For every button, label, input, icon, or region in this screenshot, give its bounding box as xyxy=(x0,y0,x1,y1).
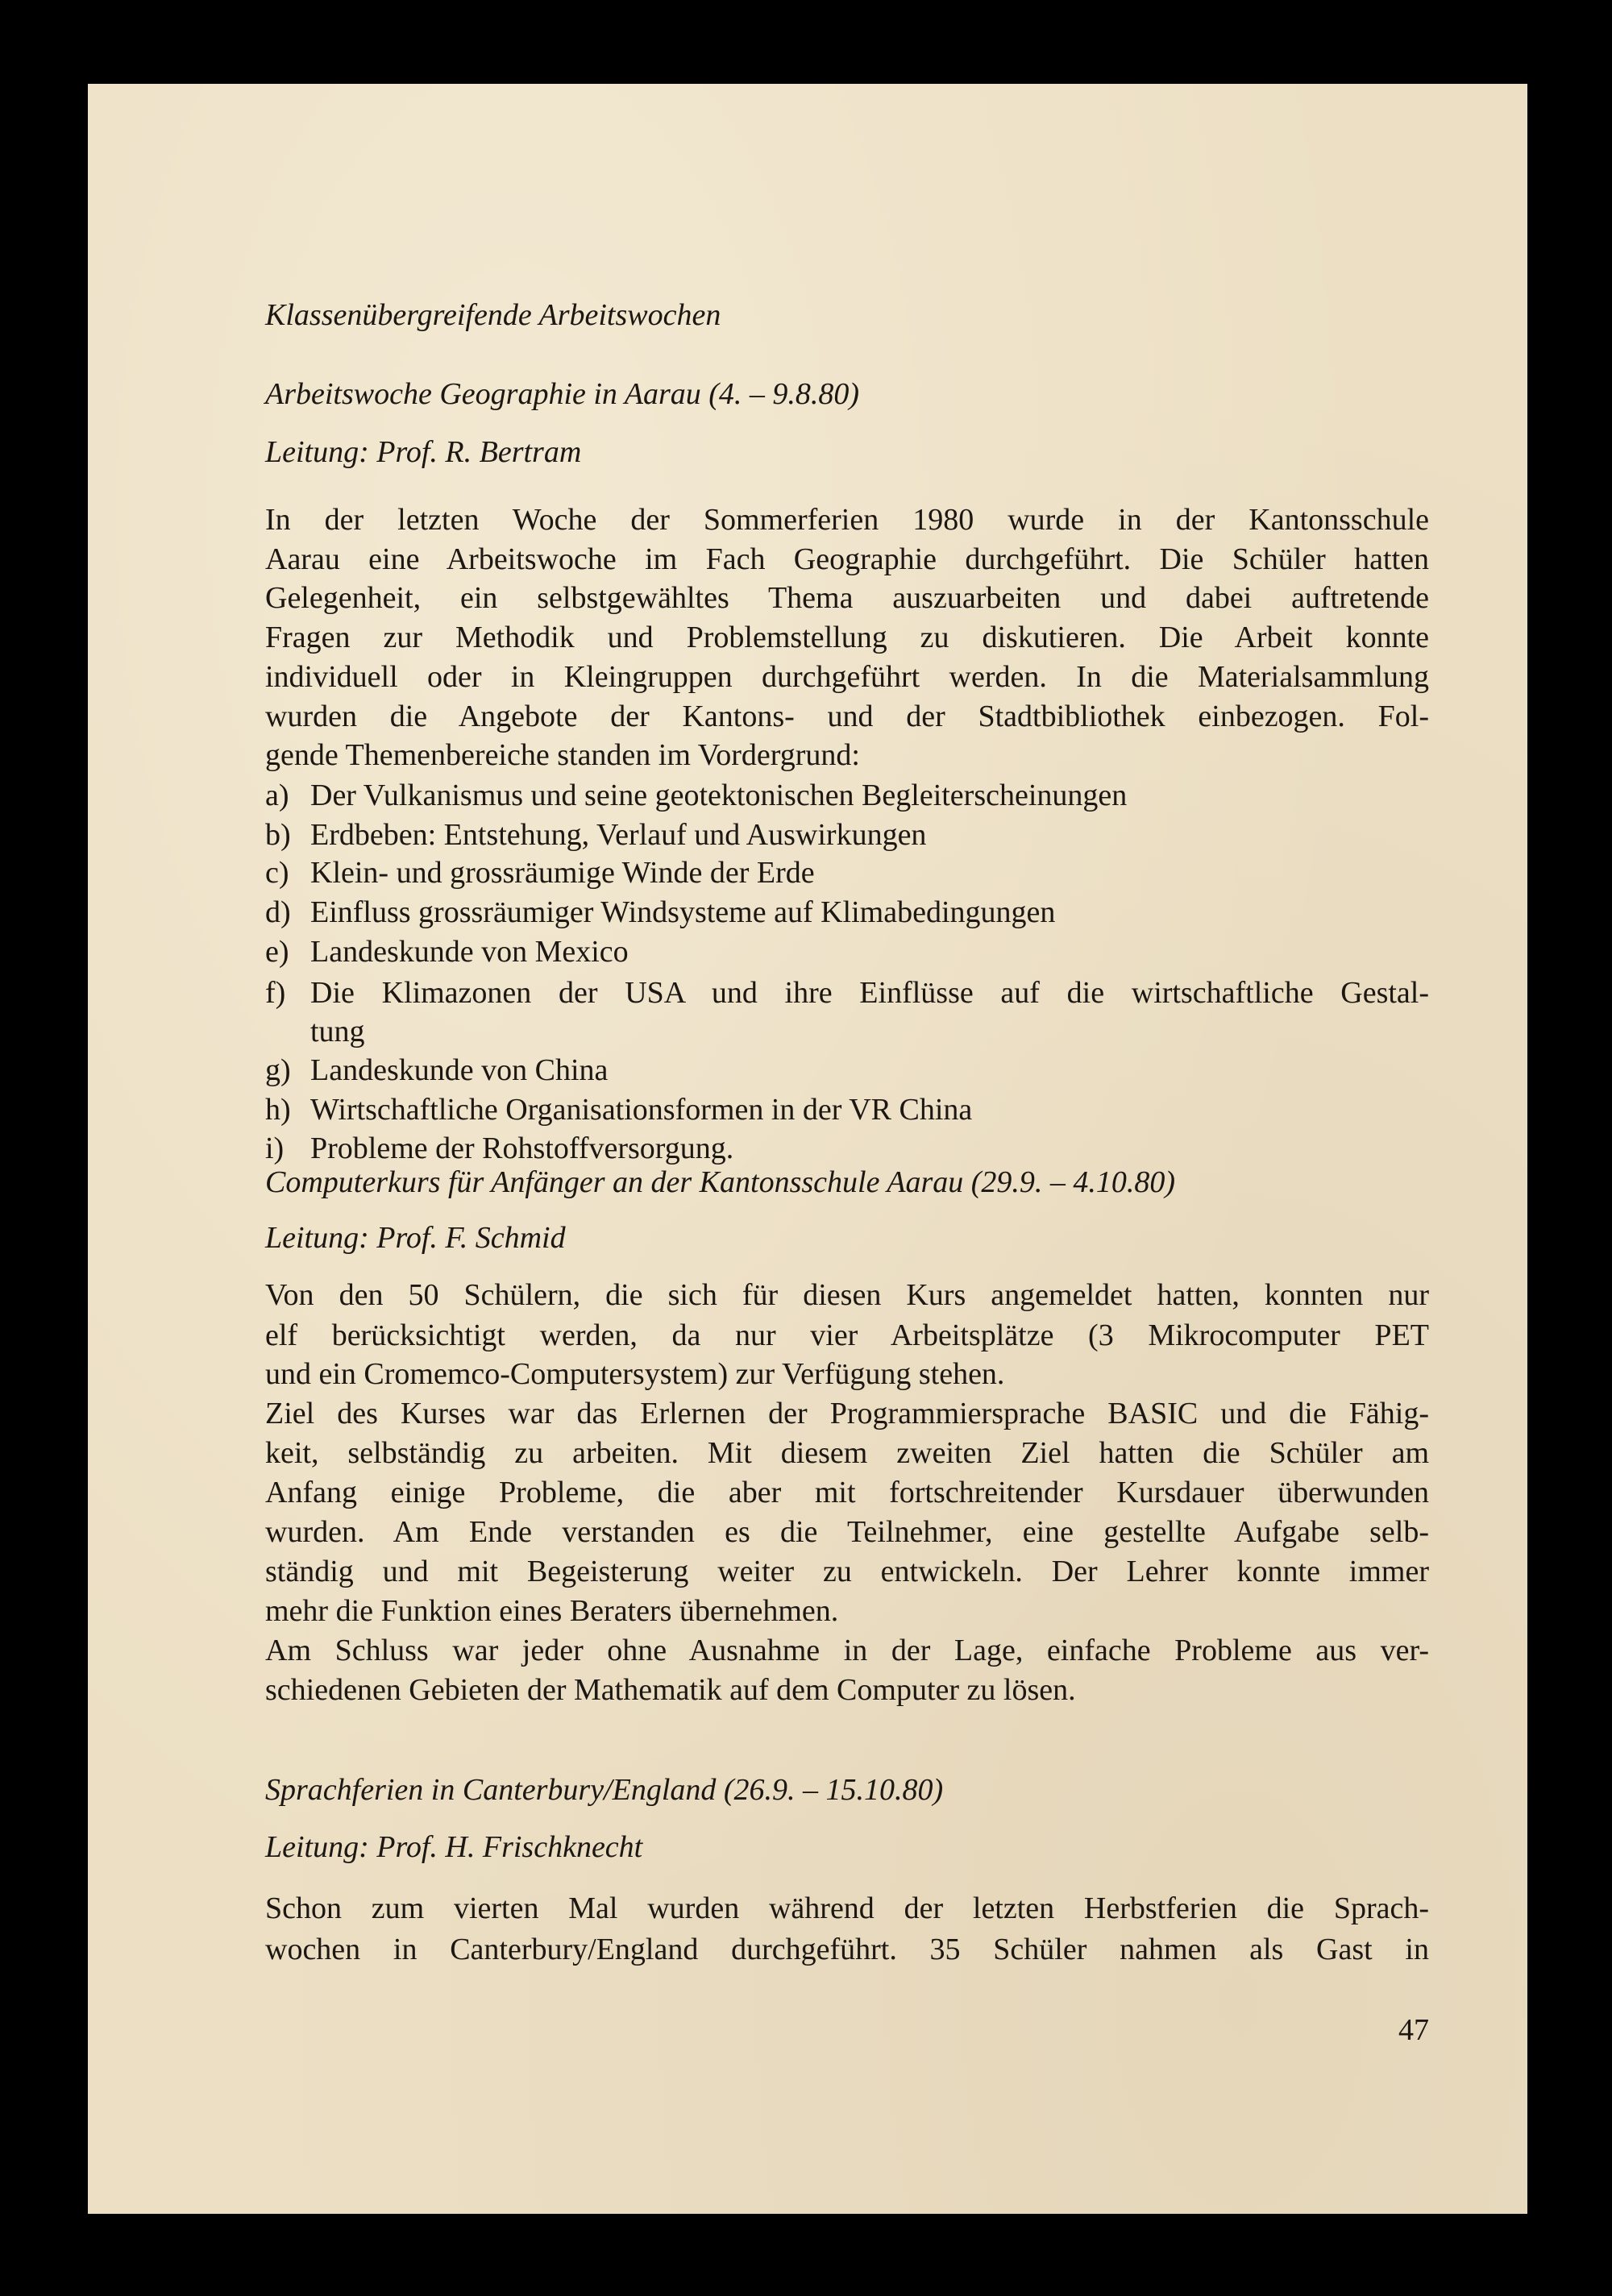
list-label: h) xyxy=(265,1093,291,1127)
list-item xyxy=(88,1051,1527,1090)
list-label: a) xyxy=(265,778,289,812)
list-label: c) xyxy=(265,856,289,890)
list-label: f) xyxy=(265,976,286,1010)
paragraph-line: Aarau eine Arbeitswoche im Fach Geographie durchgeführt. Die Schüler hatten xyxy=(265,542,1429,576)
section-title: Sprachferien in Canterbury/England (26.9. – 15.10.80) xyxy=(265,1773,944,1807)
paragraph-line: schiedenen Gebieten der Mathematik auf dem Computer zu lösen. xyxy=(265,1673,1076,1707)
section-title: Arbeitswoche Geographie in Aarau (4. – 9.8.80) xyxy=(265,377,860,411)
list-item xyxy=(88,816,1527,854)
section-title: Computerkurs für Anfänger an der Kantonsschule Aarau (29.9. – 4.10.80) xyxy=(265,1165,1176,1199)
list-item xyxy=(88,974,1527,1051)
paragraph-line: In der letzten Woche der Sommerferien 1980 wurde in der Kantonsschule xyxy=(265,503,1429,537)
list-label: b) xyxy=(265,818,291,852)
paragraph-line: Anfang einige Probleme, die aber mit fortschreitender Kursdauer überwunden xyxy=(265,1476,1429,1509)
list-label: g) xyxy=(265,1053,291,1087)
list-text: Probleme der Rohstoffversorgung. xyxy=(310,1131,734,1165)
list-item xyxy=(88,1129,1527,1168)
list-text: Wirtschaftliche Organisationsformen in der VR China xyxy=(310,1093,973,1127)
paragraph-line: Fragen zur Methodik und Problemstellung zu diskutieren. Die Arbeit konnte xyxy=(265,621,1429,654)
paragraph-line: mehr die Funktion eines Beraters übernehmen. xyxy=(265,1594,839,1628)
paragraph-line: Gelegenheit, ein selbstgewähltes Thema auszuarbeiten und dabei auftretende xyxy=(265,581,1429,615)
list-text-continuation: tung xyxy=(310,1015,365,1048)
paragraph-line: wochen in Canterbury/England durchgeführt. 35 Schüler nahmen als Gast in xyxy=(265,1933,1429,1966)
paragraph-line: ständig und mit Begeisterung weiter zu entwickeln. Der Lehrer konnte immer xyxy=(265,1555,1429,1588)
list-item xyxy=(88,1090,1527,1129)
list-text: Landeskunde von Mexico xyxy=(310,935,629,969)
list-item xyxy=(88,853,1527,892)
page-number: 47 xyxy=(1398,2013,1429,2047)
paragraph-line: elf berücksichtigt werden, da nur vier Arbeitsplätze (3 Mikrocomputer PET xyxy=(265,1318,1429,1352)
paragraph-line: Schon zum vierten Mal wurden während der letzten Herbstferien die Sprach- xyxy=(265,1891,1429,1925)
list-item xyxy=(88,776,1527,815)
list-label: e) xyxy=(265,935,289,969)
paragraph-line: gende Themenbereiche standen im Vordergrund: xyxy=(265,738,860,772)
list-text: Einfluss grossräumiger Windsysteme auf Klimabedingungen xyxy=(310,895,1056,929)
list-label: d) xyxy=(265,895,291,929)
paragraph-line: Von den 50 Schülern, die sich für diesen Kurs angemeldet hatten, konnten nur xyxy=(265,1278,1429,1312)
paragraph-line: Am Schluss war jeder ohne Ausnahme in der Lage, einfache Probleme aus ver- xyxy=(265,1634,1429,1667)
section-lead: Leitung: Prof. F. Schmid xyxy=(265,1221,566,1255)
list-text: Landeskunde von China xyxy=(310,1053,609,1087)
paragraph-line: und ein Cromemco-Computersystem) zur Verfügung stehen. xyxy=(265,1357,1005,1391)
list-label: i) xyxy=(265,1131,285,1165)
list-item xyxy=(88,893,1527,932)
section-lead: Leitung: Prof. H. Frischknecht xyxy=(265,1830,643,1864)
paragraph-line: Ziel des Kurses war das Erlernen der Programmiersprache BASIC und die Fähig- xyxy=(265,1397,1429,1430)
document-page xyxy=(88,84,1527,2214)
list-item xyxy=(88,932,1527,971)
list-text: Erdbeben: Entstehung, Verlauf und Auswirkungen xyxy=(310,818,927,852)
section-lead: Leitung: Prof. R. Bertram xyxy=(265,435,582,469)
paragraph-line: wurden die Angebote der Kantons- und der Stadtbibliothek einbezogen. Fol- xyxy=(265,700,1429,733)
list-text: Klein- und grossräumige Winde der Erde xyxy=(310,856,815,890)
paragraph-line: wurden. Am Ende verstanden es die Teilnehmer, eine gestellte Aufgabe selb- xyxy=(265,1515,1429,1549)
paragraph-line: individuell oder in Kleingruppen durchgeführt werden. In die Materialsammlung xyxy=(265,660,1429,694)
page-heading: Klassenübergreifende Arbeitswochen xyxy=(265,298,721,332)
list-text: Die Klimazonen der USA und ihre Einflüsse auf die wirtschaftliche Gestal- xyxy=(310,976,1429,1010)
list-text: Der Vulkanismus und seine geotektonischen Begleiterscheinungen xyxy=(310,778,1128,812)
paragraph-line: keit, selbständig zu arbeiten. Mit diesem zweiten Ziel hatten die Schüler am xyxy=(265,1436,1429,1470)
